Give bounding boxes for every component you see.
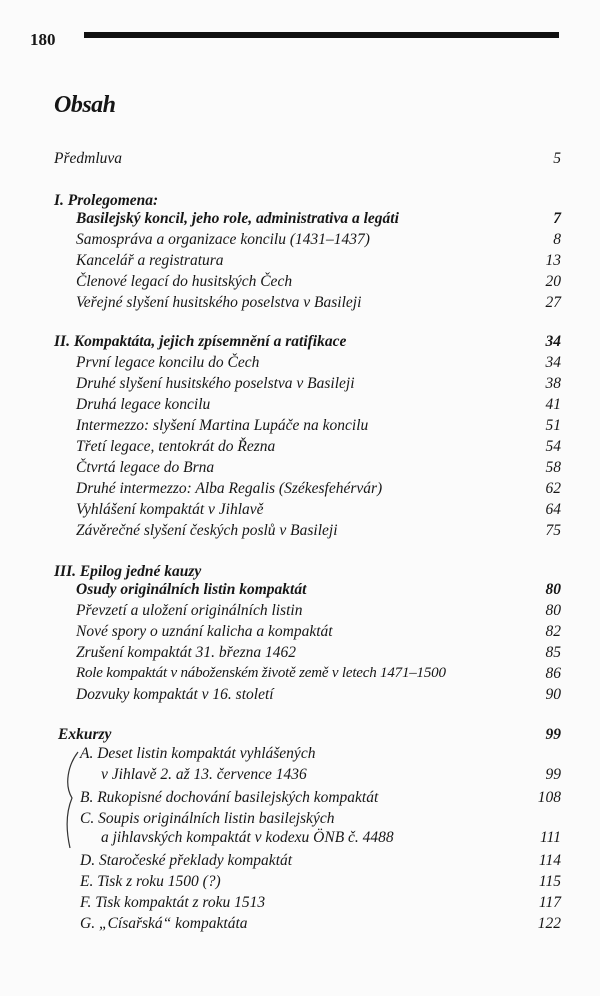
toc-entry bbox=[0, 252, 600, 274]
toc-entry-page: 34 bbox=[545, 333, 561, 350]
toc-entry-label: Převzetí a uložení originálních listin bbox=[76, 602, 303, 619]
toc-entry-label: v Jihlavě 2. až 13. července 1436 bbox=[101, 766, 307, 783]
toc-entry bbox=[0, 766, 600, 788]
toc-entry-label: a jihlavských kompaktát v kodexu ÖNB č. 4488 bbox=[101, 829, 394, 846]
toc-entry bbox=[0, 894, 600, 916]
toc-entry bbox=[0, 459, 600, 481]
toc-entry bbox=[0, 417, 600, 439]
toc-entry-page: 99 bbox=[545, 766, 561, 783]
toc-entry-label: Nové spory o uznání kalicha a kompaktát bbox=[76, 623, 333, 640]
page-number: 180 bbox=[30, 30, 56, 49]
toc-entry-page: 58 bbox=[545, 459, 561, 476]
toc-entry bbox=[0, 623, 600, 645]
toc-entry-label: Druhá legace koncilu bbox=[76, 396, 211, 413]
toc-entry-page: 51 bbox=[545, 417, 561, 434]
toc-entry-label: II. Kompaktáta, jejich zpísemnění a ratifikace bbox=[54, 333, 347, 350]
toc-entry-label: Dozvuky kompaktát v 16. století bbox=[76, 686, 274, 703]
toc-entry-label: E. Tisk z roku 1500 (?) bbox=[80, 873, 221, 890]
toc-entry bbox=[0, 501, 600, 523]
toc-entry bbox=[0, 829, 600, 851]
toc-entry-page: 13 bbox=[545, 252, 561, 269]
toc-entry bbox=[0, 873, 600, 895]
toc-entry-page: 82 bbox=[545, 623, 561, 640]
toc-entry-label: A. Deset listin kompaktát vyhlášených bbox=[80, 745, 316, 762]
toc-entry-page: 7 bbox=[553, 210, 561, 227]
toc-entry bbox=[0, 522, 600, 544]
toc-entry bbox=[0, 396, 600, 418]
toc-entry-page: 115 bbox=[538, 873, 561, 890]
toc-entry-page: 80 bbox=[545, 581, 561, 598]
toc-section-heading bbox=[0, 333, 600, 355]
toc-entry-label: Exkurzy bbox=[58, 726, 112, 743]
toc-entry-label: D. Staročeské překlady kompaktát bbox=[80, 852, 293, 869]
toc-entry-page: 122 bbox=[537, 915, 561, 932]
toc-entry bbox=[0, 915, 600, 937]
toc-entry bbox=[0, 150, 600, 172]
toc-entry-page: 62 bbox=[545, 480, 561, 497]
toc-entry-label: Druhé slyšení husitského poselstva v Basileji bbox=[76, 375, 355, 392]
toc-entry-page: 5 bbox=[553, 150, 561, 167]
toc-entry-label: Intermezzo: slyšení Martina Lupáče na koncilu bbox=[76, 417, 369, 434]
page-title: Obsah bbox=[54, 92, 116, 118]
toc-entry bbox=[0, 210, 600, 232]
toc-entry-label: C. Soupis originálních listin basilejských bbox=[80, 810, 335, 827]
toc-entry-label: Role kompaktát v náboženském životě země v letech 1471–1500 bbox=[76, 665, 446, 681]
toc-entry-label: Třetí legace, tentokrát do Řezna bbox=[76, 438, 276, 455]
toc-entry bbox=[0, 602, 600, 624]
toc-entry-page: 85 bbox=[545, 644, 561, 661]
toc-entry-label: Druhé intermezzo: Alba Regalis (Székesfehérvár) bbox=[76, 480, 383, 497]
toc-entry-label: III. Epilog jedné kauzy bbox=[54, 563, 202, 580]
toc-entry-label: Vyhlášení kompaktát v Jihlavě bbox=[76, 501, 264, 518]
toc-entry bbox=[0, 294, 600, 316]
toc-entry-label: F. Tisk kompaktát z roku 1513 bbox=[80, 894, 266, 911]
toc-entry bbox=[0, 438, 600, 460]
toc-entry bbox=[0, 686, 600, 708]
toc-entry bbox=[0, 665, 600, 687]
toc-entry bbox=[0, 480, 600, 502]
toc-entry-page: 99 bbox=[545, 726, 561, 743]
toc-entry-label: Členové legací do husitských Čech bbox=[76, 273, 293, 290]
toc-entry-label: Závěrečné slyšení českých poslů v Basileji bbox=[76, 522, 338, 539]
toc-entry bbox=[0, 354, 600, 376]
toc-entry-page: 20 bbox=[545, 273, 561, 290]
toc-entry-label: Osudy originálních listin kompaktát bbox=[76, 581, 307, 598]
toc-entry-page: 90 bbox=[545, 686, 561, 703]
toc-entry-page: 114 bbox=[538, 852, 561, 869]
toc-entry bbox=[0, 581, 600, 603]
toc-entry-label: I. Prolegomena: bbox=[54, 192, 159, 209]
toc-entry bbox=[0, 789, 600, 811]
toc-entry-label: G. „Císařská“ kompaktáta bbox=[80, 915, 248, 932]
toc-entry bbox=[0, 273, 600, 295]
toc-entry-label: Čtvrtá legace do Brna bbox=[76, 459, 215, 476]
toc-entry-page: 41 bbox=[545, 396, 561, 413]
toc-entry-page: 38 bbox=[545, 375, 561, 392]
toc-entry bbox=[0, 745, 600, 767]
toc-entry-label: Samospráva a organizace koncilu (1431–1437) bbox=[76, 231, 370, 248]
toc-entry bbox=[0, 852, 600, 874]
toc-entry-page: 27 bbox=[545, 294, 561, 311]
toc-entry-label: Veřejné slyšení husitského poselstva v Basileji bbox=[76, 294, 362, 311]
toc-entry-page: 8 bbox=[553, 231, 561, 248]
toc-entry-page: 64 bbox=[545, 501, 561, 518]
toc-entry-label: Zrušení kompaktát 31. března 1462 bbox=[76, 644, 297, 661]
toc-entry-label: Basilejský koncil, jeho role, administrativa a legáti bbox=[76, 210, 399, 227]
toc-entry-page: 54 bbox=[545, 438, 561, 455]
toc-entry-label: Předmluva bbox=[54, 150, 123, 167]
toc-entry-page: 75 bbox=[545, 522, 561, 539]
toc-entry-label: Kancelář a registratura bbox=[76, 252, 224, 269]
toc-entry-page: 117 bbox=[538, 894, 561, 911]
toc-entry bbox=[0, 644, 600, 666]
toc-entry-page: 34 bbox=[545, 354, 561, 371]
handwritten-margin-mark bbox=[60, 750, 90, 850]
toc-entry bbox=[0, 231, 600, 253]
toc-entry-label: První legace koncilu do Čech bbox=[76, 354, 260, 371]
toc-entry-label: B. Rukopisné dochování basilejských kompaktát bbox=[80, 789, 379, 806]
toc-entry-page: 80 bbox=[545, 602, 561, 619]
toc-entry bbox=[0, 375, 600, 397]
toc-entry-page: 108 bbox=[537, 789, 561, 806]
toc-entry-page: 86 bbox=[545, 665, 561, 682]
toc-entry-page: 111 bbox=[540, 829, 561, 846]
